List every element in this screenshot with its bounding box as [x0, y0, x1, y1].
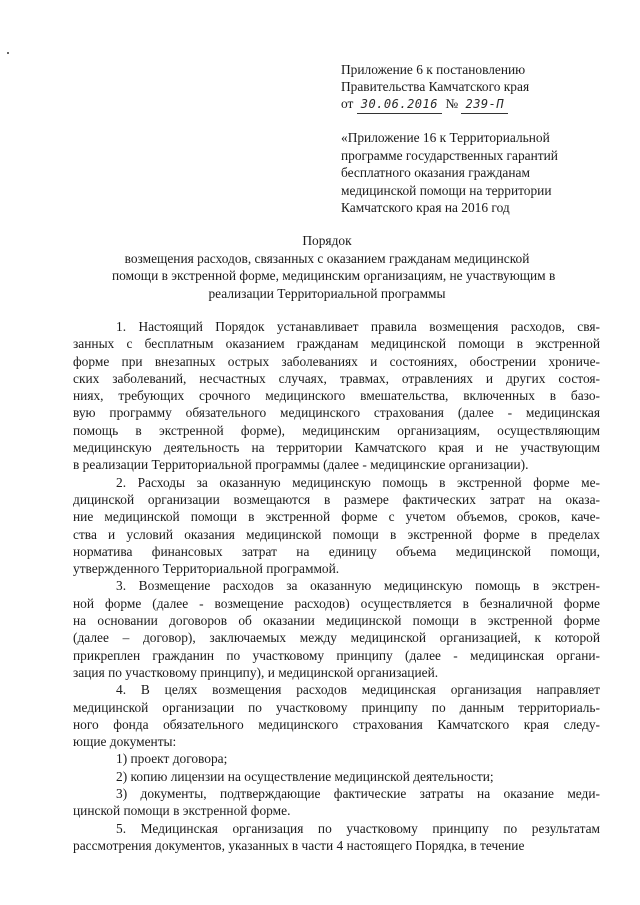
- from-label: от: [341, 96, 354, 111]
- reference-line: Камчатского края на 2016 год: [341, 200, 510, 216]
- paragraph-line: форме при внезапных острых заболеваниях и состояниях, обострении хрониче-: [73, 353, 600, 369]
- reference-block: [341, 129, 631, 217]
- paragraph-line: норматива финансовых затрат на единицу объема медицинской помощи,: [73, 543, 600, 559]
- appendix-line: Приложение 6 к постановлению: [341, 62, 526, 77]
- scan-mark: [7, 52, 9, 54]
- appendix-header: [341, 61, 631, 114]
- paragraph-line: прикреплен гражданин по участковому принципу (далее - медицинская органи-: [73, 647, 600, 663]
- paragraph-line: помощь в экстренной форме), медицинским организациям, осуществляющим: [73, 422, 600, 438]
- paragraph-line: ниях, требующих срочного медицинского вмешательства, включенных в базо-: [73, 388, 600, 404]
- appendix-line: Правительства Камчатского края: [341, 79, 530, 94]
- title-line: реализации Территориальной программы: [208, 285, 446, 301]
- paragraph-line: 3. Возмещение расходов за оказанную медицинскую помощь в экстрен-: [116, 578, 600, 594]
- paragraph-line: утвержденного Территориальной программой.: [73, 561, 340, 577]
- number-label: №: [445, 96, 459, 111]
- paragraph-line: вую программу обязательного медицинского страхования (далее - медицинская: [73, 405, 600, 421]
- title-line: возмещения расходов, связанных с оказанием гражданам медицинской: [124, 250, 530, 266]
- title-heading: Порядок: [302, 233, 352, 248]
- paragraph-line: цинской помощи в экстренной форме.: [73, 803, 291, 819]
- handwritten-number: 239-П: [461, 96, 508, 114]
- paragraph-line: ние медицинской помощи в экстренной форме с учетом объемов, сроков, каче-: [73, 509, 600, 525]
- paragraph-line: ного фонда обязательного медицинского страхования Камчатского края следу-: [73, 716, 600, 732]
- paragraph-line: ских заболеваний, несчастных случаях, травмах, отравлениях и других состоя-: [73, 370, 600, 386]
- paragraph-line: 5. Медицинская организация по участковому принципу по результатам: [116, 820, 600, 836]
- paragraph-line: ющие документы:: [73, 734, 177, 750]
- paragraph-line: (далее – договор), заключаемых между медицинской организацией, к которой: [73, 630, 600, 646]
- reference-line: бесплатного оказания гражданам: [341, 165, 530, 181]
- paragraph-line: медицинскую деятельность на территории Камчатского края и не участвующим: [73, 440, 600, 456]
- paragraph-line: в реализации Территориальной программы (далее - медицинские организации).: [73, 457, 529, 473]
- paragraph-line: 3) документы, подтверждающие фактические затраты на оказание меди-: [116, 786, 600, 802]
- paragraph-line: 1) проект договора;: [116, 751, 228, 767]
- reference-line: «Приложение 16 к Территориальной: [341, 130, 550, 145]
- paragraph-line: ства и условий оказания медицинской помощи в экстренной форме в пределах: [73, 526, 600, 542]
- paragraph-line: зация по участковому принципу), и медицинской организацией.: [73, 664, 439, 680]
- document-title: [112, 232, 556, 302]
- paragraph-line: 1. Настоящий Порядок устанавливает правила возмещения расходов, свя-: [116, 319, 600, 334]
- paragraph-line: занных с бесплатным оказанием гражданам медицинской помощи в экстренной: [73, 336, 600, 352]
- title-line: помощи в экстренной форме, медицинским организациям, не участвующим в: [112, 268, 556, 284]
- appendix-date-line: [341, 95, 631, 114]
- paragraph-line: дицинской организации возмещаются в размере фактических затрат на оказа-: [73, 491, 600, 507]
- paragraph-line: на основании договоров об оказании медицинской помощи в экстренной форме: [73, 613, 600, 629]
- paragraph-line: 2. Расходы за оказанную медицинскую помощь в экстренной форме ме-: [116, 474, 600, 490]
- document-body: [73, 318, 600, 854]
- paragraph-line: 4. В целях возмещения расходов медицинская организация направляет: [116, 682, 600, 698]
- handwritten-date: 30.06.2016: [357, 96, 442, 114]
- reference-line: медицинской помощи на территории: [341, 182, 552, 198]
- reference-line: программе государственных гарантий: [341, 147, 558, 163]
- paragraph-line: ной форме (далее - возмещение расходов) осуществляется в безналичной форме: [73, 595, 600, 611]
- paragraph-line: медицинской организации по участковому принципу по данным территориаль-: [73, 699, 600, 715]
- paragraph-line: 2) копию лицензии на осуществление медицинской деятельности;: [116, 768, 494, 784]
- paragraph-line: рассмотрения документов, указанных в части 4 настоящего Порядка, в течение: [73, 837, 525, 853]
